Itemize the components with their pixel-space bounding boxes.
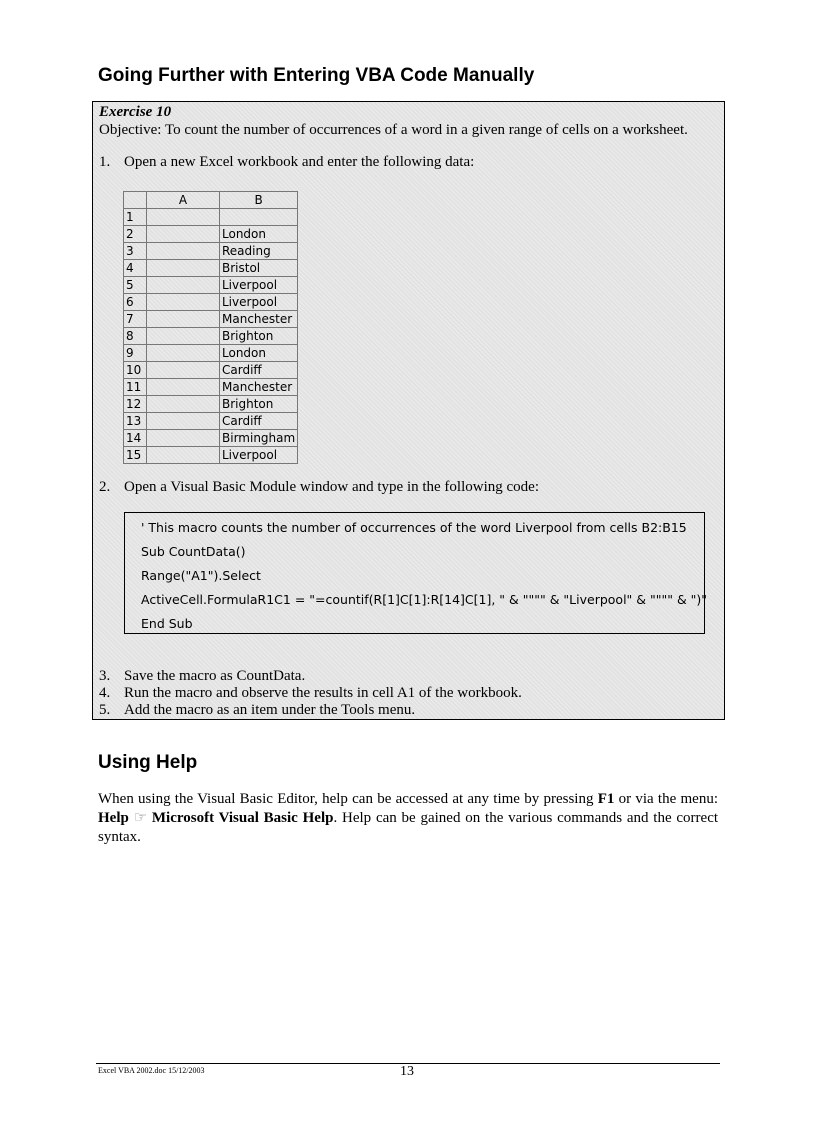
row-header: 5 bbox=[124, 277, 147, 294]
cell-a bbox=[147, 294, 220, 311]
column-header: B bbox=[220, 192, 298, 209]
step-1: 1. Open a new Excel workbook and enter the following data: bbox=[99, 154, 475, 170]
cell-b: Manchester bbox=[220, 379, 298, 396]
step-2: 2. Open a Visual Basic Module window and type in the following code: bbox=[99, 479, 539, 495]
pointing-hand-icon: ☞ bbox=[133, 810, 148, 826]
row-header: 12 bbox=[124, 396, 147, 413]
exercise-title: Exercise 10 bbox=[99, 104, 172, 120]
code-line: ' This macro counts the number of occurrences of the word Liverpool from cells B2:B15 bbox=[141, 520, 687, 535]
cell-b: Cardiff bbox=[220, 362, 298, 379]
cell-b: London bbox=[220, 226, 298, 243]
sheet-row bbox=[124, 345, 298, 362]
exercise-box bbox=[92, 101, 725, 720]
cell-a bbox=[147, 447, 220, 464]
cell-a bbox=[147, 345, 220, 362]
sheet-row bbox=[124, 243, 298, 260]
cell-b: Cardiff bbox=[220, 413, 298, 430]
cell-a bbox=[147, 430, 220, 447]
row-header: 13 bbox=[124, 413, 147, 430]
code-block bbox=[124, 512, 708, 634]
sheet-row bbox=[124, 447, 298, 464]
code-line: Range("A1").Select bbox=[141, 568, 261, 583]
row-header: 10 bbox=[124, 362, 147, 379]
footer-doc-info: Excel VBA 2002.doc 15/12/2003 bbox=[98, 1066, 205, 1075]
exercise-objective: Objective: To count the number of occurrences of a word in a given range of cells on a worksheet. bbox=[99, 122, 688, 138]
sheet-row bbox=[124, 396, 298, 413]
cell-b: Birmingham bbox=[220, 430, 298, 447]
cell-b: Brighton bbox=[220, 396, 298, 413]
section-heading: Going Further with Entering VBA Code Manually bbox=[98, 65, 535, 86]
cell-a bbox=[147, 328, 220, 345]
sheet-header-row bbox=[124, 192, 298, 209]
column-header: A bbox=[147, 192, 220, 209]
cell-a bbox=[147, 226, 220, 243]
row-header: 14 bbox=[124, 430, 147, 447]
spreadsheet-data bbox=[123, 191, 298, 464]
cell-b: Liverpool bbox=[220, 294, 298, 311]
sheet-row bbox=[124, 379, 298, 396]
sheet-row bbox=[124, 226, 298, 243]
step-4: 4. Run the macro and observe the results in cell A1 of the workbook. bbox=[99, 685, 522, 701]
row-header: 11 bbox=[124, 379, 147, 396]
step-5: 5. Add the macro as an item under the Tools menu. bbox=[99, 702, 416, 718]
row-header: 7 bbox=[124, 311, 147, 328]
cell-a bbox=[147, 277, 220, 294]
cell-a bbox=[147, 379, 220, 396]
help-paragraph: When using the Visual Basic Editor, help can be accessed at any time by pressing F1 or via the menu: Help ☞ Microsoft Visual Basic Help. Help can be gained on the various commands and the correct syntax. bbox=[98, 791, 719, 845]
row-header: 1 bbox=[124, 209, 147, 226]
cell-b bbox=[220, 209, 298, 226]
section-heading: Using Help bbox=[98, 752, 198, 773]
row-header: 8 bbox=[124, 328, 147, 345]
sheet-row bbox=[124, 362, 298, 379]
cell-a bbox=[147, 311, 220, 328]
sheet-row bbox=[124, 277, 298, 294]
sheet-row bbox=[124, 209, 298, 226]
cell-a bbox=[147, 209, 220, 226]
cell-b: London bbox=[220, 345, 298, 362]
cell-b: Bristol bbox=[220, 260, 298, 277]
row-header: 4 bbox=[124, 260, 147, 277]
cell-b: Brighton bbox=[220, 328, 298, 345]
sheet-row bbox=[124, 413, 298, 430]
row-header: 3 bbox=[124, 243, 147, 260]
cell-a bbox=[147, 243, 220, 260]
cell-b: Liverpool bbox=[220, 277, 298, 294]
sheet-row bbox=[124, 294, 298, 311]
row-header: 6 bbox=[124, 294, 147, 311]
cell-b: Reading bbox=[220, 243, 298, 260]
corner-cell bbox=[124, 192, 147, 209]
row-header: 15 bbox=[124, 447, 147, 464]
sheet-row bbox=[124, 328, 298, 345]
page-number: 13 bbox=[400, 1064, 414, 1079]
row-header: 9 bbox=[124, 345, 147, 362]
cell-b: Liverpool bbox=[220, 447, 298, 464]
code-line: End Sub bbox=[141, 616, 193, 631]
cell-a bbox=[147, 413, 220, 430]
cell-a bbox=[147, 396, 220, 413]
row-header: 2 bbox=[124, 226, 147, 243]
sheet-row bbox=[124, 260, 298, 277]
cell-a bbox=[147, 260, 220, 277]
sheet-row bbox=[124, 430, 298, 447]
sheet-row bbox=[124, 311, 298, 328]
cell-b: Manchester bbox=[220, 311, 298, 328]
code-line: ActiveCell.FormulaR1C1 = "=countif(R[1]C[1]:R[14]C[1], " & """" & "Liverpool" & """" & ")" bbox=[141, 592, 708, 607]
step-3: 3. Save the macro as CountData. bbox=[99, 668, 306, 684]
code-line: Sub CountData() bbox=[141, 544, 246, 559]
cell-a bbox=[147, 362, 220, 379]
